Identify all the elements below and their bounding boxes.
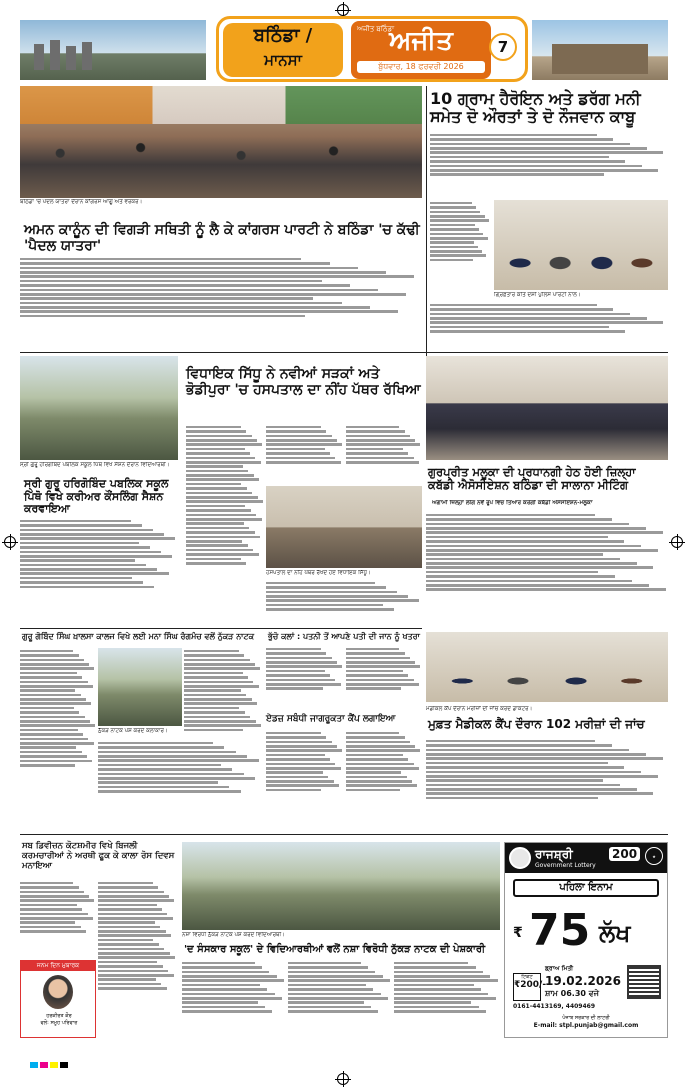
lottery-footer-note: ਪੰਜਾਬ ਸਰਕਾਰ ਦੀ ਲਾਟਰੀ bbox=[562, 1015, 610, 1021]
newspaper-logo bbox=[351, 21, 491, 79]
rally-caption: ਬਠਿੰਡਾ 'ਚ ਪੈਦਲ ਯਾਤਰਾ ਦੌਰਾਨ ਕਾਂਗਰਸ ਆਗੂ ਅਤੇ ਵਰਕਰ। bbox=[20, 199, 143, 205]
arrest-photo bbox=[494, 200, 668, 290]
medical-body bbox=[426, 738, 668, 830]
hospital-headline-line1: ਵਿਧਾਇਕ ਸਿੱਧੂ ਨੇ ਨਵੀਆਂ ਸੜਕਾਂ ਅਤੇ bbox=[186, 366, 380, 382]
rally-body bbox=[20, 256, 422, 346]
hospital-headline-line2: ਭੋਡੀਪੁਰਾ 'ਚ ਹਸਪਤਾਲ ਦਾ ਨੀਂਹ ਪੱਥਰ ਰੱਖਿਆ bbox=[186, 382, 421, 399]
kabaddi-subhead: ਅਗਾਮੀ ਜ਼ਿਲ੍ਹਾ ਲੀਗ ਨਵੇਂ ਰੂਪ ਵਿਚ ਤਿਆਰ ਕਰੇਗੀ ਕਬੱਡੀ ਐਸੋਸੀਏਸ਼ਨ-ਮਲੂਕਾ bbox=[432, 500, 593, 506]
college-body-col3 bbox=[98, 740, 262, 820]
drama-body-col1 bbox=[182, 960, 286, 1038]
kabaddi-body bbox=[426, 512, 668, 628]
rally-photo bbox=[20, 86, 422, 198]
section-rule bbox=[20, 352, 668, 353]
lottery-number: 200 bbox=[609, 847, 640, 861]
prize-amount bbox=[513, 903, 659, 959]
draw-time: ਸ਼ਾਮ 06.30 ਵਜੇ bbox=[545, 989, 599, 998]
drugs-body-col bbox=[430, 200, 490, 290]
college-headline: ਗੁਰੂ ਗੋਬਿੰਦ ਸਿੰਘ ਖ਼ਾਲਸਾ ਕਾਲਜ ਵਿਖੇ ਲਈ ਮਨਾ ਸਿੰਘ ਰੰਗਮੰਚ ਵਲੋਂ ਨੁੱਕੜ ਨਾਟਕ bbox=[22, 632, 255, 641]
registration-mark bbox=[4, 536, 16, 548]
lottery-header bbox=[505, 843, 667, 873]
ticket-price: ₹200/- bbox=[514, 980, 547, 990]
issue-date: ਬੁੱਧਵਾਰ, 18 ਫਰਵਰੀ 2026 bbox=[357, 61, 485, 73]
drugs-caption: ਗ੍ਰਿਫ਼ਤਾਰ ਕੀਤੇ ਦੋਸ਼ੀ ਪੁਲਿਸ ਪਾਰਟੀ ਨਾਲ। bbox=[494, 292, 581, 298]
qr-code-icon bbox=[627, 965, 661, 999]
lottery-subtitle: Government Lottery bbox=[535, 862, 596, 869]
lottery-name: ਰਾਜਸ਼੍ਰੀ bbox=[535, 847, 573, 861]
prize-number: 75 bbox=[529, 905, 591, 956]
color-bar bbox=[50, 1062, 58, 1068]
currency-symbol: ₹ bbox=[513, 925, 523, 941]
drugs-body-2 bbox=[430, 302, 668, 348]
prize-unit: ਲੱਖ bbox=[599, 919, 631, 947]
hospital-body-col2 bbox=[266, 424, 344, 484]
drama-photo bbox=[182, 842, 500, 930]
color-bar bbox=[60, 1062, 68, 1068]
birthday-message: ਵਲੋਂ: ਸਮੂਹ ਪਰਿਵਾਰ bbox=[40, 1020, 78, 1026]
power-body-col1 bbox=[20, 880, 96, 956]
kabaddi-headline bbox=[428, 466, 668, 492]
aids-body-col2 bbox=[346, 730, 422, 820]
medical-caption: ਮੈਡੀਕਲ ਕੈਂਪ ਦੌਰਾਨ ਮਰੀਜ਼ਾਂ ਦੀ ਜਾਂਚ ਕਰਦੇ ਡਾਕਟਰ। bbox=[426, 706, 533, 712]
section-rule bbox=[20, 628, 422, 629]
hospital-photo bbox=[266, 486, 422, 568]
brand-prefix: ਅਜੀਤ ਬਠਿੰਡਾ bbox=[357, 25, 395, 33]
rally-headline: ਅਮਨ ਕਾਨੂੰਨ ਦੀ ਵਿਗੜੀ ਸਥਿਤੀ ਨੂੰ ਲੈ ਕੇ ਕਾਂਗਰਸ ਪਾਰਟੀ ਨੇ ਬਠਿੰਡਾ 'ਚ ਕੱਢੀ 'ਪੈਦਲ ਯਾਤਰਾ' bbox=[24, 222, 420, 255]
college-caption: ਨੁੱਕੜ ਨਾਟਕ ਪੇਸ਼ ਕਰਦੇ ਕਲਾਕਾਰ। bbox=[98, 728, 168, 734]
qila-mubarak-photo bbox=[532, 20, 668, 80]
brand-name: ਅਜੀਤ bbox=[389, 26, 453, 56]
edition-city-line2: ਮਾਨਸਾ bbox=[264, 51, 302, 69]
bhucho-body-col1 bbox=[266, 646, 344, 712]
drugs-headline bbox=[430, 90, 668, 127]
color-bar bbox=[40, 1062, 48, 1068]
prize-label: ਪਹਿਲਾ ਇਨਾਮ bbox=[513, 879, 659, 897]
drugs-headline-line1: 10 ਗ੍ਰਾਮ ਹੈਰੋਇਨ ਅਤੇ ਡਰੱਗ ਮਨੀ bbox=[430, 89, 641, 108]
masthead bbox=[20, 14, 668, 84]
lottery-footer bbox=[509, 1015, 663, 1029]
school-photo bbox=[20, 356, 178, 460]
thermal-plant-photo bbox=[20, 20, 206, 80]
kabaddi-meeting-photo bbox=[426, 356, 668, 460]
draw-date: 19.02.2026 bbox=[545, 974, 621, 988]
draw-info bbox=[513, 965, 623, 1009]
drama-body-col2 bbox=[288, 960, 392, 1038]
school-headline: ਸ੍ਰੀ ਗੁਰੂ ਹਰਿਗੋਬਿੰਦ ਪਬਲਿਕ ਸਕੂਲ ਪਿੱਥੋ ਵਿਖੇ ਕਰੀਅਰ ਕੌਂਸਲਿੰਗ ਸੈਸ਼ਨ ਕਰਵਾਇਆ bbox=[24, 477, 169, 516]
birthday-text bbox=[23, 1013, 95, 1027]
kabaddi-headline-line2: ਕਬੱਡੀ ਐਸੋਸੀਏਸ਼ਨ ਬਠਿੰਡਾ ਦੀ ਸਾਲਾਨਾ ਮੀਟਿੰਗ bbox=[428, 478, 628, 493]
ticket-price-box bbox=[513, 973, 547, 1001]
drama-body-col3 bbox=[394, 960, 500, 1038]
hospital-caption: ਹਸਪਤਾਲ ਦਾ ਨੀਂਹ ਪੱਥਰ ਰੱਖਦੇ ਹੋਏ ਵਿਧਾਇਕ ਸਿੱਧੂ। bbox=[266, 570, 371, 576]
bhucho-headline: ਭੁੱਚੋ ਕਲਾਂ : ਪਤਨੀ ਤੋਂ ਆਪਣੇ ਪਤੀ ਦੀ ਜਾਨ ਨੂੰ ਖਤਰਾ bbox=[268, 632, 420, 641]
govt-seal-icon: ★ bbox=[645, 847, 663, 865]
draw-label: ਡ੍ਰਾਅ ਮਿਤੀ bbox=[545, 965, 574, 972]
aids-body-col1 bbox=[266, 730, 344, 820]
school-caption: ਸ੍ਰੀ ਗੁਰੂ ਹਰਿਗੋਬਿੰਦ ਪਬਲਿਕ ਸਕੂਲ ਪਿੱਥੋ ਵਿਖੇ ਸੈਸ਼ਨ ਦੌਰਾਨ ਵਿਦਿਆਰਥੀ। bbox=[20, 462, 170, 468]
college-body-col1 bbox=[20, 648, 96, 818]
lottery-logo-icon bbox=[509, 847, 531, 869]
bhucho-body-col2 bbox=[346, 646, 422, 712]
drama-headline: 'ਦ ਸੰਸਕਾਰ ਸਕੂਲ' ਦੇ ਵਿਦਿਆਰਥੀਆਂ ਵਲੋਂ ਨਸ਼ਾ ਵਿਰੋਧੀ ਨੁੱਕੜ ਨਾਟਕ ਦੀ ਪੇਸ਼ਕਾਰੀ bbox=[184, 944, 486, 955]
hospital-headline bbox=[186, 366, 422, 398]
birthday-avatar bbox=[43, 975, 73, 1009]
drugs-body bbox=[430, 132, 668, 196]
birthday-header: ਜਨਮ ਦਿਨ ਮੁਬਾਰਕ bbox=[21, 961, 95, 971]
edition-city bbox=[223, 23, 343, 77]
kabaddi-headline-line1: ਗੁਰਪ੍ਰੀਤ ਮਲੂਕਾ ਦੀ ਪ੍ਰਧਾਨਗੀ ਹੇਠ ਹੋਈ ਜ਼ਿਲ੍ਹਾ bbox=[428, 465, 636, 479]
lottery-email: E-mail: stpl.punjab@gmail.com bbox=[533, 1022, 639, 1029]
power-body-col2 bbox=[98, 880, 176, 1036]
school-body bbox=[20, 518, 178, 622]
color-bar bbox=[30, 1062, 38, 1068]
drama-caption: ਨਸ਼ਾ ਵਿਰੋਧੀ ਨੁੱਕੜ ਨਾਟਕ ਪੇਸ਼ ਕਰਦੇ ਵਿਦਿਆਰਥੀ। bbox=[182, 932, 285, 938]
medical-camp-photo bbox=[426, 632, 668, 702]
hospital-body-2 bbox=[266, 580, 422, 624]
page-number: 7 bbox=[489, 33, 517, 61]
edition-city-line1: ਬਠਿੰਡਾ / bbox=[253, 25, 313, 46]
section-rule bbox=[20, 834, 668, 835]
hospital-body-col1 bbox=[186, 424, 264, 624]
ticket-label: ਟਿਕਟ bbox=[521, 974, 533, 980]
medical-headline: ਮੁਫ਼ਤ ਮੈਡੀਕਲ ਕੈਂਪ ਦੌਰਾਨ 102 ਮਰੀਜ਼ਾਂ ਦੀ ਜਾਂਚ bbox=[428, 717, 645, 731]
aids-headline: ਏਡਜ਼ ਸਬੰਧੀ ਜਾਗਰੂਕਤਾ ਕੈਂਪ ਲਗਾਇਆ bbox=[266, 714, 396, 724]
hospital-body-col3 bbox=[346, 424, 422, 484]
lottery-ad bbox=[504, 842, 668, 1038]
registration-mark bbox=[337, 1073, 349, 1085]
drugs-headline-line2: ਸਮੇਤ ਦੋ ਔਰਤਾਂ ਤੇ ਦੋ ਨੌਜਵਾਨ ਕਾਬੂ bbox=[430, 107, 636, 127]
power-headline: ਸਬ ਡਿਵੀਜ਼ਨ ਕੋਟਸ਼ਮੀਰ ਵਿਖੇ ਬਿਜਲੀ ਕਰਮਚਾਰੀਆਂ ਨੇ ਅਰਥੀ ਫੂਕ ਕੇ ਕਾਲਾ ਰੋਸ ਦਿਵਸ ਮਨਾਇਆ bbox=[22, 841, 175, 871]
lottery-phone: 0161-4413169, 4409469 bbox=[513, 1003, 596, 1010]
masthead-logo-panel bbox=[216, 16, 528, 82]
birthday-name: ਹਰਕੀਰਤ ਕੌਰ bbox=[46, 1013, 72, 1019]
college-photo bbox=[98, 648, 182, 726]
registration-mark bbox=[671, 536, 683, 548]
birthday-box bbox=[20, 960, 96, 1038]
